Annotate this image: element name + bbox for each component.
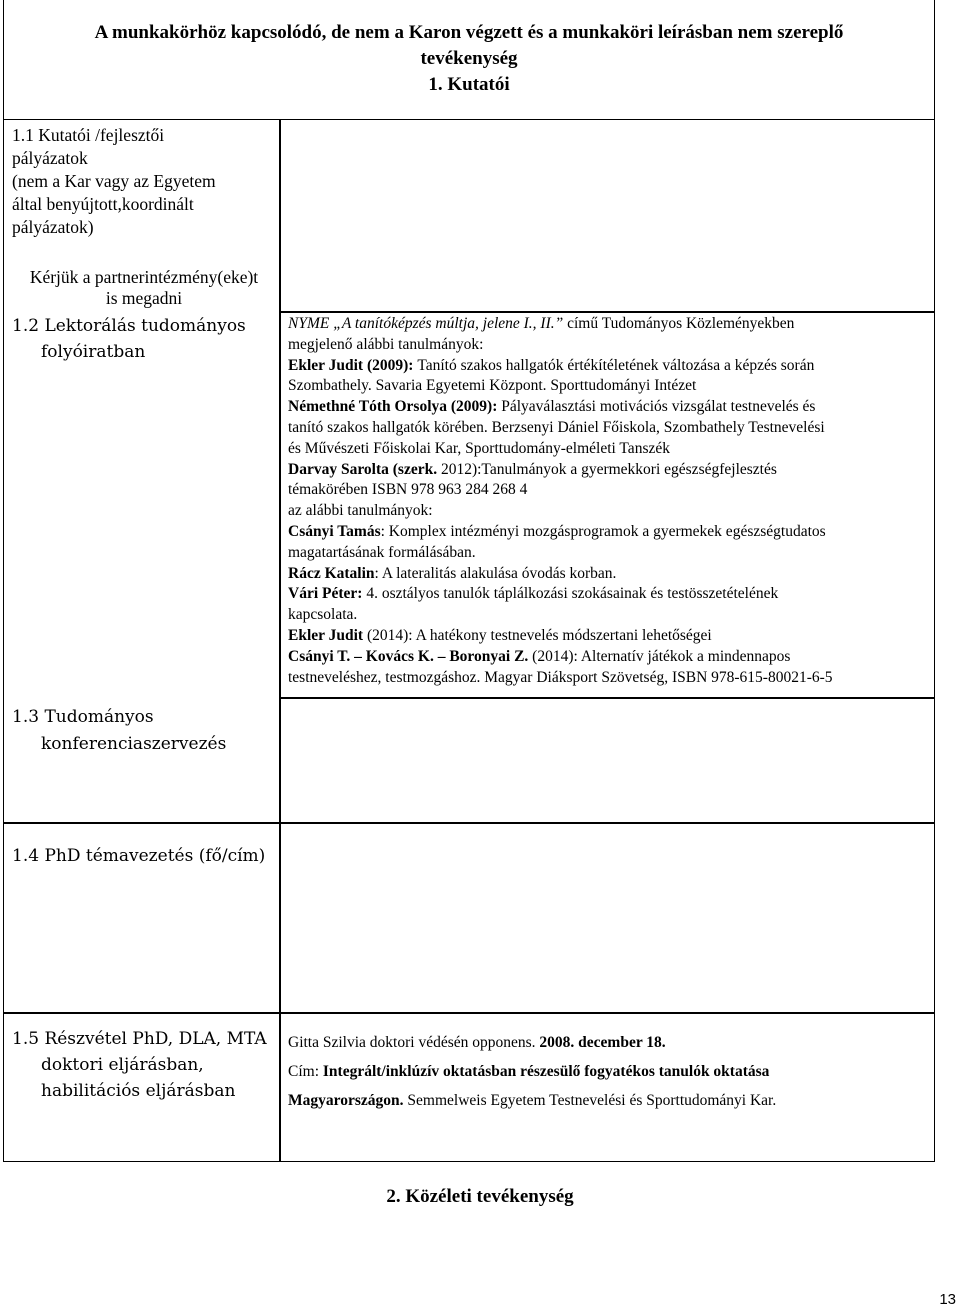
- title-line-3: 1. Kutatói: [428, 74, 510, 95]
- text-run: című Tudományos Közleményekben: [567, 315, 795, 332]
- text-run: 2012):Tanulmányok a gyermekkori egészségfejlesztés: [440, 460, 777, 478]
- row-separator-1: [279, 311, 935, 313]
- text-run: Csányi Tamás: [288, 522, 381, 540]
- header-box: [3, 0, 935, 120]
- text-run: 2008. december 18.: [539, 1034, 666, 1051]
- text-run: : Komplex intézményi mozgásprogramok a gyermekek egészségtudatos: [380, 522, 826, 540]
- content-line: [288, 605, 928, 626]
- label-line: 1.5 Részvétel PhD, DLA, MTA: [12, 1029, 267, 1049]
- column-divider: [279, 119, 281, 1162]
- label-line: 1.1 Kutatói /fejlesztői: [12, 125, 165, 145]
- content-line: [288, 522, 928, 543]
- text-run: magatartásának formálásában.: [288, 543, 476, 561]
- row-1-5-label: [12, 1026, 267, 1104]
- row-separator-4: [3, 1012, 935, 1014]
- row-1-3-label: [12, 706, 226, 756]
- row-1-1-label: [12, 124, 216, 239]
- text-run: megjelenő alábbi tanulmányok:: [288, 335, 484, 353]
- text-run: Integrált/inklúzív oktatásban részesülő fogyatékos tanulók oktatása: [322, 1063, 770, 1080]
- section-2-title-text: 2. Közéleti tevékenység: [386, 1186, 574, 1207]
- content-line: [288, 501, 928, 522]
- row-1-2-content: [288, 314, 928, 688]
- text-run: 4. osztályos tanulók táplálkozási szokásainak és testösszetételének: [366, 585, 779, 603]
- title-line-2: tevékenység: [420, 48, 518, 69]
- title-line-1: A munkakörhöz kapcsolódó, de nem a Karon végzett és a munkaköri leírásban nem szereplő: [94, 22, 844, 43]
- page-title: [16, 20, 922, 98]
- row-1-5-content: [288, 1028, 928, 1115]
- content-line: [288, 584, 928, 605]
- label-line: pályázatok: [12, 148, 88, 168]
- text-run: NYME „A tanítóképzés múltja, jelene I., II.”: [288, 315, 568, 332]
- row-1-4-label: [12, 845, 265, 868]
- label-line: doktori eljárásban,: [41, 1055, 204, 1075]
- text-run: Cím:: [288, 1063, 323, 1080]
- text-run: Vári Péter:: [288, 585, 367, 603]
- text-run: és Művészeti Főiskolai Kar, Sporttudomány-elméleti Tanszék: [288, 439, 670, 457]
- row-separator-2: [279, 697, 935, 699]
- label-line: konferenciaszervezés: [41, 734, 227, 754]
- text-run: Némethné Tóth Orsolya (2009):: [288, 398, 502, 416]
- page-number: 13: [939, 1291, 956, 1308]
- text-run: (2014): Alternatív játékok a mindennapos: [532, 647, 791, 665]
- text-run: Rácz Katalin: [288, 564, 375, 582]
- label-line: 1.2 Lektorálás tudományos: [12, 316, 246, 336]
- content-line: [288, 314, 928, 335]
- text-run: Magyarországon.: [288, 1092, 404, 1109]
- row-1-1-note: [12, 266, 276, 307]
- content-line: [288, 418, 928, 439]
- content-line: [288, 647, 928, 668]
- content-line: [288, 356, 928, 377]
- text-run: : A lateralitás alakulása óvodás korban.: [374, 564, 617, 582]
- content-line: [288, 335, 928, 356]
- text-run: Ekler Judit (2009):: [288, 356, 418, 374]
- label-line: 1.3 Tudományos: [12, 707, 154, 727]
- content-line: [288, 543, 928, 564]
- label-line: folyóiratban: [41, 342, 146, 362]
- label-line: (nem a Kar vagy az Egyetem: [12, 171, 216, 191]
- row-1-2-label: [12, 315, 246, 364]
- content-line: [288, 460, 928, 481]
- text-run: testneveléshez, testmozgáshoz. Magyar Diáksport Szövetség, ISBN 978-615-80021-6-5: [288, 668, 833, 686]
- text-run: kapcsolata.: [288, 606, 358, 624]
- section-2-title: [0, 1186, 960, 1208]
- content-line: [288, 1028, 928, 1057]
- note-line: Kérjük a partnerintézmény(eke)t: [29, 267, 259, 287]
- content-line: [288, 1057, 928, 1086]
- text-run: Darvay Sarolta (szerk.: [288, 460, 441, 478]
- content-line: [288, 668, 928, 689]
- text-run: témakörében ISBN 978 963 284 268 4: [288, 481, 528, 499]
- content-line: [288, 626, 928, 647]
- label-line: habilitációs eljárásban: [41, 1081, 236, 1101]
- row-separator-3: [3, 822, 935, 824]
- text-run: az alábbi tanulmányok:: [288, 502, 433, 520]
- content-line: [288, 564, 928, 585]
- content-line: [288, 480, 928, 501]
- text-run: Ekler Judit: [288, 626, 367, 644]
- text-run: Tanító szakos hallgatók értékítéletének változása a képzés során: [417, 356, 815, 374]
- label-line: pályázatok): [12, 217, 94, 237]
- label-line: által benyújtott,koordinált: [12, 194, 194, 214]
- note-line: is megadni: [105, 288, 183, 308]
- text-run: (2014): A hatékony testnevelés módszertani lehetőségei: [366, 626, 712, 644]
- label-line: 1.4 PhD témavezetés (fő/cím): [12, 846, 266, 866]
- text-run: Szombathely. Savaria Egyetemi Központ. Sporttudományi Intézet: [288, 377, 697, 395]
- content-line: [288, 376, 928, 397]
- text-run: Gitta Szilvia doktori védésén opponens.: [288, 1034, 540, 1051]
- text-run: Pályaválasztási motivációs vizsgálat testnevelés és: [501, 398, 816, 416]
- content-line: [288, 1086, 928, 1115]
- content-line: [288, 439, 928, 460]
- content-line: [288, 397, 928, 418]
- text-run: tanító szakos hallgatók körében. Berzsenyi Dániel Főiskola, Szombathely Testnevelési: [288, 418, 825, 436]
- text-run: Semmelweis Egyetem Testnevelési és Sporttudományi Kar.: [403, 1092, 777, 1109]
- text-run: Csányi T. – Kovács K. – Boronyai Z.: [288, 647, 533, 665]
